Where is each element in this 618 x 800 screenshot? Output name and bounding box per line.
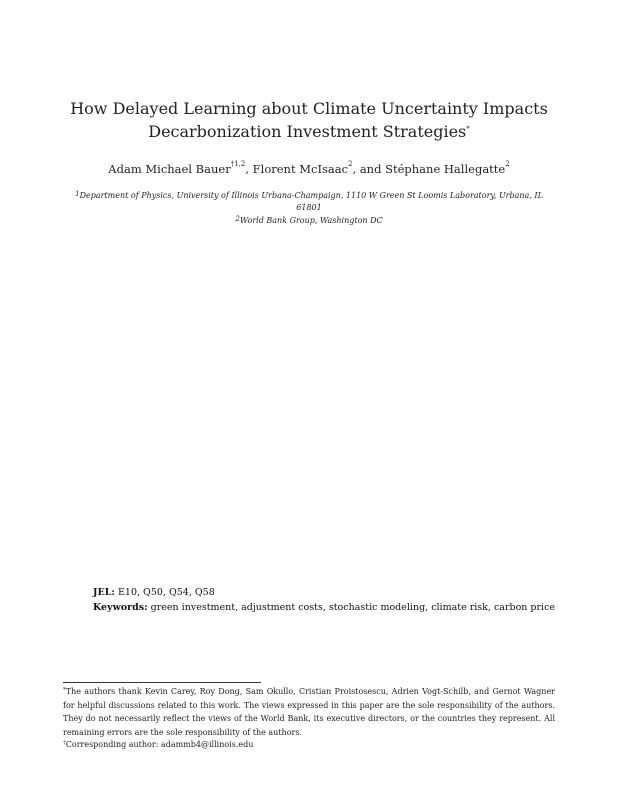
title-footnote-mark: * — [466, 125, 470, 133]
footnote-text: The authors thank Kevin Carey, Roy Dong, Sam Okullo, Cristian Proistosescu, Adrien Vogt-Schilb, and Gernot Wagner for helpful discussions related to this work. The views expressed in this paper are the sole responsibility of the authors. They do not necessarily reflect the views of the World Bank, its executive directors, or the countries they represent. All remaining errors are the sole responsibility of the authors. — [63, 687, 555, 737]
title-line-2-text: Decarbonization Investment Strategies — [148, 122, 467, 141]
title-line-1: How Delayed Learning about Climate Uncertainty Impacts — [70, 99, 548, 118]
footnote-acknowledgements — [63, 685, 555, 739]
footnote-divider — [63, 682, 261, 683]
title-line-2 — [0, 120, 618, 143]
footnote-corresponding-author — [63, 738, 555, 752]
author-2-affiliation-mark: 2 — [348, 160, 353, 168]
footnote-text: Corresponding author: adammb4@illinois.edu — [65, 740, 254, 749]
jel-value: E10, Q50, Q54, Q58 — [117, 587, 215, 598]
author-3-affiliation-mark: 2 — [505, 160, 510, 168]
keywords — [93, 602, 555, 613]
paper-title — [0, 97, 618, 143]
jel-codes — [93, 587, 215, 598]
keywords-value: green investment, adjustment costs, stochastic modeling, climate risk, carbon price — [150, 602, 556, 613]
author-1-affiliation-mark: †1,2 — [230, 160, 246, 168]
author-3: Stéphane Hallegatte — [385, 162, 506, 176]
footnote-mark: * — [63, 687, 66, 693]
author-separator: , — [245, 162, 253, 176]
author-separator: , and — [352, 162, 386, 176]
author-1: Adam Michael Bauer — [108, 162, 231, 176]
author-list — [0, 162, 618, 176]
affiliation-text: Department of Physics, University of Illinois Urbana-Champaign, 1110 W Green St Loomis Laboratory, Urbana, IL — [79, 191, 543, 200]
affiliation-2 — [60, 215, 558, 227]
footnote-mark: † — [63, 740, 66, 746]
affiliation-mark: 2 — [235, 215, 240, 223]
affiliation-text: 61801 — [296, 203, 322, 212]
jel-label: JEL: — [93, 587, 115, 598]
affiliation-text: World Bank Group, Washington DC — [239, 216, 383, 225]
keywords-label: Keywords: — [93, 602, 148, 613]
affiliation-mark: 1 — [75, 190, 80, 198]
affiliation-1 — [60, 190, 558, 214]
author-2: Florent McIsaac — [252, 162, 349, 176]
